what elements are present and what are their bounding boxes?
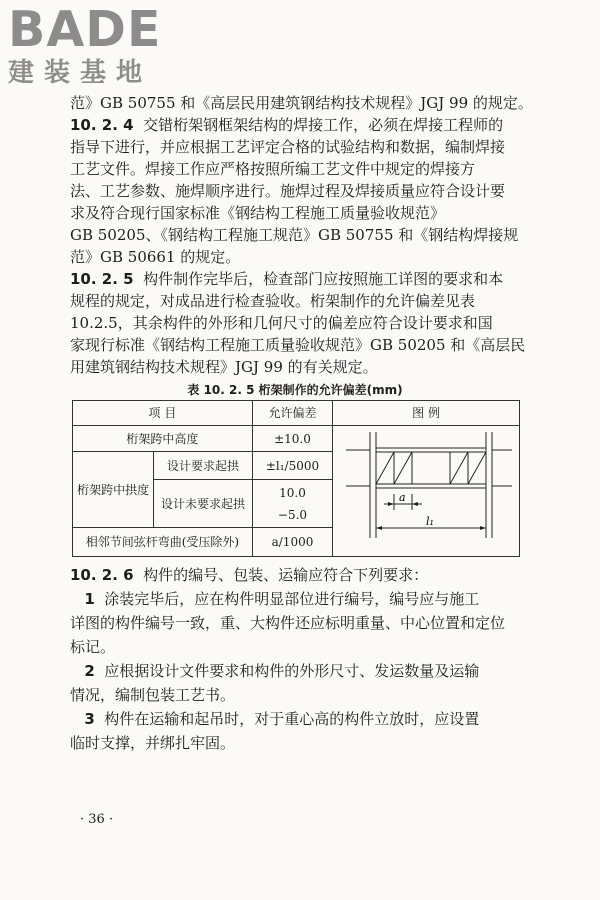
text-line: 家现行标准《钢结构工程施工质量验收规范》GB 50205 和《高层民 — [70, 336, 526, 354]
clause-number: 10. 2. 4 — [70, 116, 134, 134]
diagram-label-l: l₁ — [426, 515, 434, 528]
row-camber-sub1: 设计要求起拱 — [154, 452, 253, 480]
header-figure: 图 例 — [333, 401, 520, 426]
clause-10-2-6-line-1 — [70, 563, 520, 587]
item-number: 2 — [84, 662, 95, 680]
row-camber-tol2 — [252, 480, 332, 528]
item-2-line-1 — [70, 659, 520, 683]
tol2-negative: −5.0 — [277, 507, 308, 522]
text-span: 应根据设计文件要求和构件的外形尺寸、发运数量及运输 — [104, 662, 480, 680]
text-span: 构件在运输和起吊时，对于重心高的构件立放时，应设置 — [104, 710, 480, 728]
text-line: 标记。 — [70, 638, 116, 656]
header-tolerance: 允许偏差 — [252, 401, 332, 426]
text-line: 详图的构件编号一致，重、大构件还应标明重量、中心位置和定位 — [70, 614, 506, 632]
text-line: 临时支撑，并绑扎牢固。 — [70, 734, 236, 752]
logo-text: BADE — [8, 1, 162, 58]
logo-subtitle: 建装基地 — [8, 58, 153, 88]
row-camber-tol1: ±l₁/5000 — [252, 452, 332, 480]
clause-number: 10. 2. 6 — [70, 566, 134, 584]
diagram-label-a: a — [399, 491, 406, 504]
header-item: 项 目 — [73, 401, 253, 426]
row-chord-bend-label: 相邻节间弦杆弯曲(受压除外) — [73, 528, 253, 557]
brand-logo — [8, 1, 162, 88]
text-line: 范》GB 50661 的规定。 — [70, 248, 241, 266]
clause-10-2-5-line-1 — [70, 268, 520, 290]
row-span-height-tolerance: ±10.0 — [252, 426, 332, 452]
text-span: 涂装完毕后，应在构件明显部位进行编号，编号应与施工 — [104, 590, 480, 608]
text-line: GB 50205、《钢结构工程施工规范》GB 50755 和《钢结构焊接规 — [70, 226, 519, 244]
text-line: 10.2.5，其余构件的外形和几何尺寸的偏差应符合设计要求和国 — [70, 314, 493, 332]
row-span-height-label: 桁架跨中高度 — [73, 426, 253, 452]
truss-diagram — [336, 426, 516, 552]
text-span: 交错桁架钢框架结构的焊接工作，必须在焊接工程师的 — [143, 116, 504, 134]
text-line: 用建筑钢结构技术规程》JGJ 99 的有关规定。 — [70, 358, 378, 376]
text-line: 指导下进行，并应根据工艺评定合格的试验结构和数据，编制焊接 — [70, 138, 506, 156]
item-3-line-1 — [70, 707, 520, 731]
item-1-line-1 — [70, 587, 520, 611]
page-number: · 36 · — [80, 812, 114, 827]
clause-10-2-4-line-1 — [70, 114, 520, 136]
text-line: 规程的规定，对成品进行检查验收。桁架制作的允许偏差见表 — [70, 292, 476, 310]
text-span: 构件的编号、包装、运输应符合下列要求： — [143, 566, 429, 584]
tolerance-table — [72, 400, 520, 557]
item-number: 1 — [84, 590, 95, 608]
text-line: 求及符合现行国家标准《钢结构工程施工质量验收规范》 — [70, 204, 446, 222]
text-line: 情况，编制包装工艺书。 — [70, 686, 236, 704]
item-number: 3 — [84, 710, 95, 728]
truss-diagram-cell — [333, 426, 520, 557]
text-span: 构件制作完毕后，检查部门应按照施工详图的要求和本 — [143, 270, 504, 288]
row-camber-label: 桁架跨中拱度 — [73, 452, 154, 528]
clause-number: 10. 2. 5 — [70, 270, 134, 288]
row-chord-bend-tolerance: a/1000 — [252, 528, 332, 557]
row-camber-sub2: 设计未要求起拱 — [154, 480, 253, 528]
tol2-positive: 10.0 — [279, 485, 306, 500]
table-caption: 表 10. 2. 5 桁架制作的允许偏差(mm) — [187, 383, 403, 397]
page-content — [70, 92, 533, 755]
text-line: 工艺文件。焊接工作应严格按照所编工艺文件中规定的焊接方 — [70, 160, 476, 178]
text-line: 范》GB 50755 和《高层民用建筑钢结构技术规程》JGJ 99 的规定。 — [70, 94, 533, 112]
text-line: 法、工艺参数、施焊顺序进行。施焊过程及焊接质量应符合设计要 — [70, 182, 506, 200]
